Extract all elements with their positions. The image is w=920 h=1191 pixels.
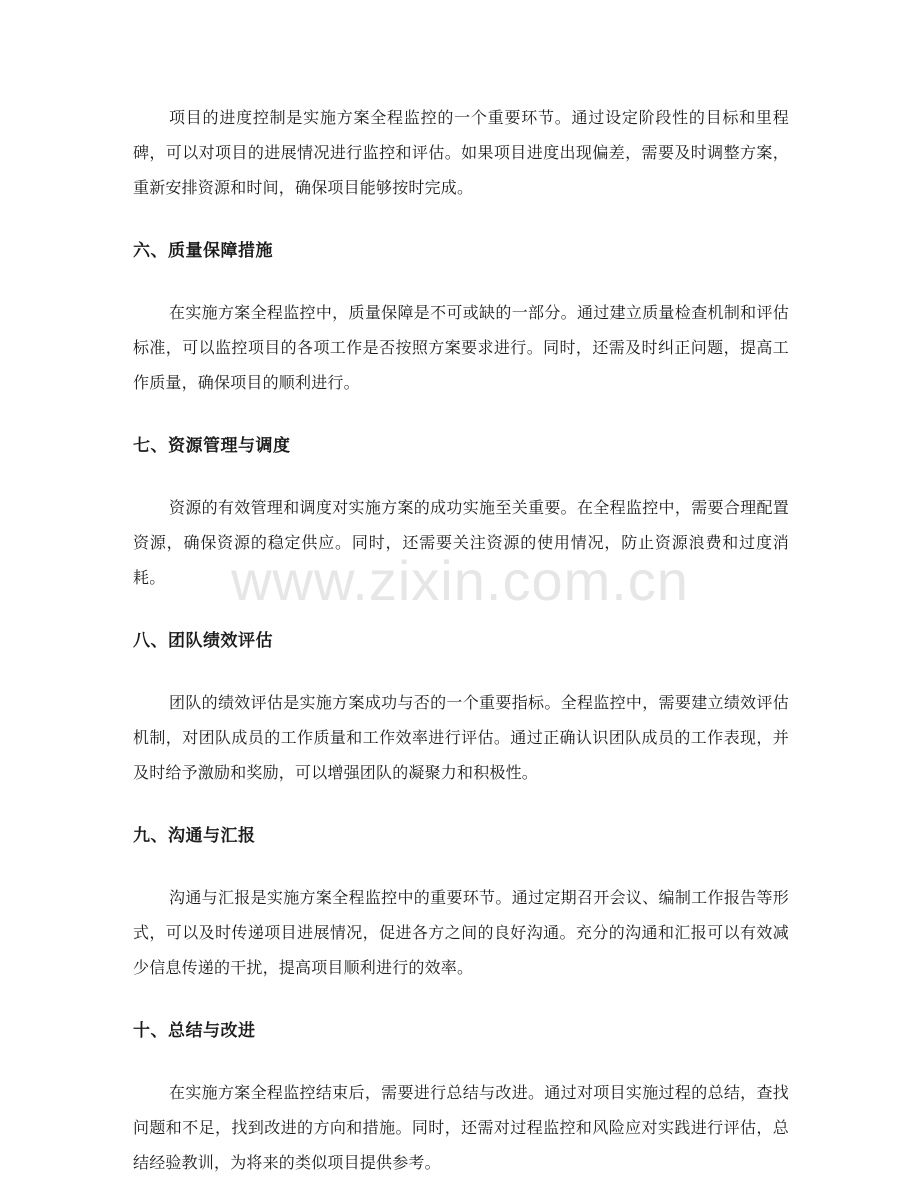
section-paragraph-10: 在实施方案全程监控结束后，需要进行总结与改进。通过对项目实施过程的总结，查找问题和不足，找到改进的方向和措施。同时，还需对过程监控和风险应对实践进行评估，总结经验教训，为将来的类似项目提供参考。	[133, 1083, 789, 1172]
section-paragraph-8: 团队的绩效评估是实施方案成功与否的一个重要指标。全程监控中，需要建立绩效评估机制，对团队成员的工作质量和工作效率进行评估。通过正确认识团队成员的工作表现，并及时给予激励和奖励，可以增强团队的凝聚力和积极性。	[133, 693, 789, 782]
section-paragraph-6: 在实施方案全程监控中，质量保障是不可或缺的一部分。通过建立质量检查机制和评估标准，可以监控项目的各项工作是否按照方案要求进行。同时，还需及时纠正问题，提高工作质量，确保项目的顺利进行。	[133, 303, 789, 392]
document-body	[133, 100, 789, 1180]
section-paragraph-7: 资源的有效管理和调度对实施方案的成功实施至关重要。在全程监控中，需要合理配置资源，确保资源的稳定供应。同时，还需要关注资源的使用情况，防止资源浪费和过度消耗。	[133, 498, 789, 587]
section-paragraph-9: 沟通与汇报是实施方案全程监控中的重要环节。通过定期召开会议、编制工作报告等形式，可以及时传递项目进展情况，促进各方之间的良好沟通。充分的沟通和汇报可以有效减少信息传递的干扰，提高项目顺利进行的效率。	[133, 888, 789, 977]
section-heading-8: 八、团队绩效评估	[133, 631, 273, 651]
section-heading-9: 九、沟通与汇报	[133, 826, 256, 846]
section-heading-6: 六、质量保障措施	[133, 241, 273, 261]
watermark: www.zixin.com.cn	[231, 549, 689, 612]
section-heading-10: 十、总结与改进	[133, 1021, 256, 1041]
section-heading-7: 七、资源管理与调度	[133, 436, 291, 456]
paragraph-intro: 项目的进度控制是实施方案全程监控的一个重要环节。通过设定阶段性的目标和里程碑，可以对项目的进展情况进行监控和评估。如果项目进度出现偏差，需要及时调整方案，重新安排资源和时间，确保项目能够按时完成。	[133, 108, 789, 197]
